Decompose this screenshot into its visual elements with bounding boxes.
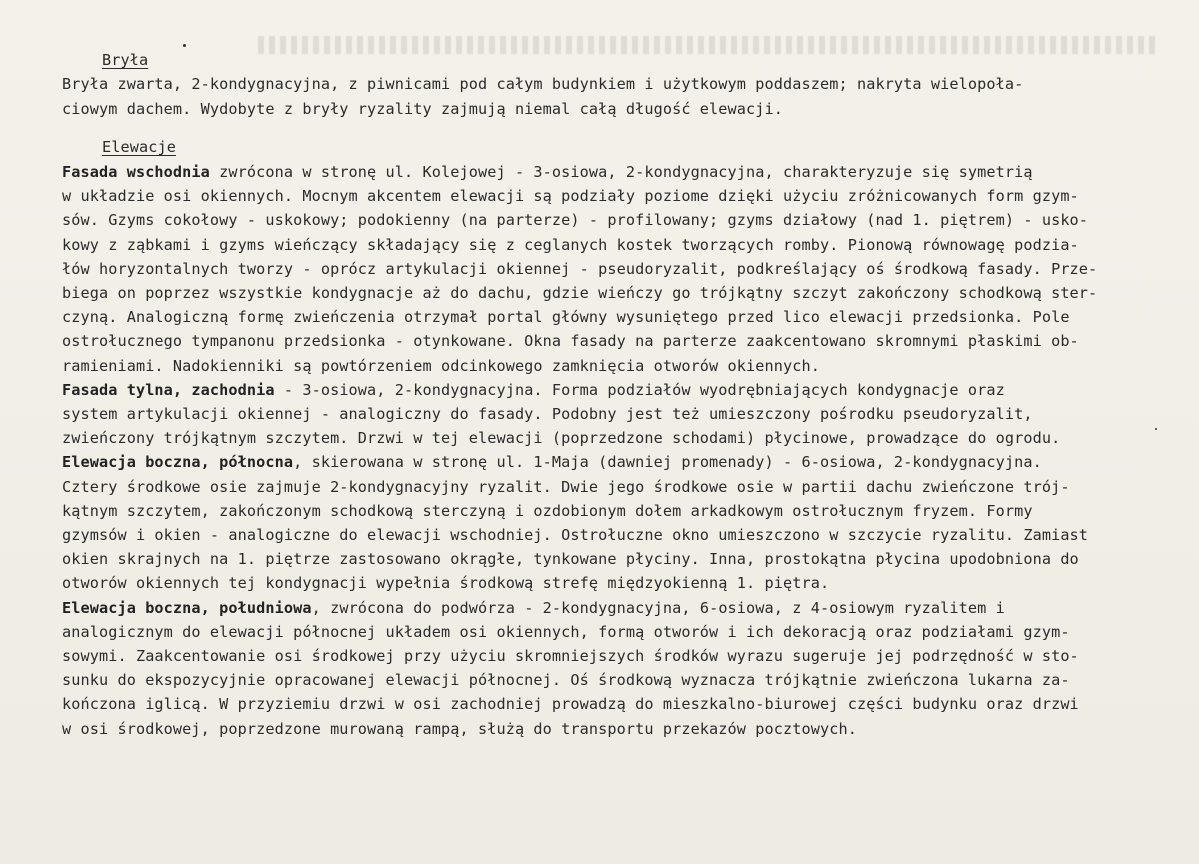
text-run: sunku do ekspozycyjnie opracowanej elewacji północnej. Oś środkową wyznacza trójkątnie zwieńczona lukarna za- <box>62 671 1070 690</box>
text-line <box>62 720 857 738</box>
text-run: analogicznym do elewacji północnej układem osi okiennych, formą otworów i ich dekoracją oraz podziałami gzym- <box>62 622 1070 641</box>
text-run: okien skrajnych na 1. piętrze zastosowano okrągłe, tynkowane płyciny. Inna, prostokątna płycina upodobniona do <box>62 550 1079 569</box>
text-run: sowymi. Zaakcentowanie osi środkowej przy użyciu skromniejszych środków wyrazu sugeruje jej podrzędność w sto- <box>62 647 1079 665</box>
text-line <box>62 429 1060 447</box>
text-run: ostrołucznego tympanonu przedsionka - otynkowane. Okna fasady na parterze zaakcentowano skromnymi płaskimi ob- <box>62 332 1079 351</box>
text-run: - 3-osiowa, 2-kondygnacyjna. Forma podziałów wyodrębniających kondygnacje oraz <box>274 380 1005 399</box>
text-run: Cztery środkowe osie zajmuje 2-kondygnacyjny ryzalit. Dwie jego środkowe osie w partii dachu zwieńczone trój- <box>62 477 1070 496</box>
bold-lead-in: Fasada tylna, zachodnia <box>62 380 275 399</box>
text-line <box>62 100 783 118</box>
text-run: system artykulacji okiennej - analogiczny do fasady. Podobny jest też umieszczony pośrodku pseudoryzalit, <box>62 405 1033 423</box>
text-line <box>62 671 1070 689</box>
text-line <box>62 284 1097 302</box>
text-run: otworów okiennych tej kondygnacji wypełnia środkową strefę międzyokienną 1. piętra. <box>62 574 830 593</box>
text-line <box>62 211 1088 229</box>
ink-speck <box>1155 428 1157 430</box>
text-line <box>62 695 1079 713</box>
text-run: w osi środkowej, poprzedzone murowaną rampą, służą do transportu przekazów pocztowych. <box>62 719 857 738</box>
ink-speck <box>183 44 186 47</box>
text-line <box>62 260 1097 278</box>
text-line <box>62 75 1023 93</box>
text-line <box>62 187 1079 205</box>
text-line <box>62 405 1033 423</box>
text-run: gzymsów i okien - analogiczne do elewacji wschodniej. Ostrołuczne okno umieszczono w szczycie ryzalitu. Zamiast <box>62 526 1089 544</box>
bleed-through-text <box>258 36 1158 54</box>
text-line <box>62 478 1070 496</box>
text-line <box>62 526 1088 544</box>
text-line <box>62 453 1042 471</box>
text-line <box>62 381 1005 399</box>
section-heading-bryla: Bryła <box>102 51 149 69</box>
text-run: kowy z ząbkami i gzyms wieńczący składający się z ceglanych kostek tworzących romby. Pionową równowagę podzia- <box>62 235 1079 254</box>
bold-lead-in: Elewacja boczna, południowa <box>62 598 312 617</box>
bold-lead-in: Elewacja boczna, północna <box>62 453 294 472</box>
text-run: biega on poprzez wszystkie kondygnacje aż do dachu, gdzie wieńczy go trójkątny szczyt zakończony schodkową ster- <box>62 284 1098 302</box>
text-run: ramieniami. Nadokienniki są powtórzeniem odcinkowego zamknięcia otworów okiennych. <box>62 356 820 375</box>
text-run: zwieńczony trójkątnym szczytem. Drzwi w tej elewacji (poprzedzone schodami) płycinowe, prowadzące do ogrodu. <box>62 429 1061 448</box>
text-line <box>62 647 1079 665</box>
bold-lead-in: Fasada wschodnia <box>62 163 210 181</box>
text-line <box>62 502 1033 520</box>
text-line <box>62 332 1079 350</box>
text-line <box>62 308 1070 326</box>
text-line <box>62 550 1079 568</box>
text-run: łów horyzontalnych tworzy - oprócz artykulacji okiennej - pseudoryzalit, podkreślający oś środkową fasady. Prze- <box>62 259 1098 278</box>
text-run: sów. Gzyms cokołowy - uskokowy; podokienny (na parterze) - profilowany; gzyms działowy (nad 1. piętrem) - usko- <box>62 211 1089 230</box>
text-line <box>62 623 1070 641</box>
text-line <box>62 163 1033 181</box>
text-line <box>62 357 820 375</box>
section-heading-elewacje: Elewacje <box>102 138 176 156</box>
text-run: kątnym szczytem, zakończonym schodkową sterczyną i ozdobionym dołem arkadkowym ostrołucznym fryzem. Formy <box>62 501 1033 520</box>
text-run: czyną. Analogiczną formę zwieńczenia otrzymał portal główny wysuniętego przed lico elewacji przedsionka. Pole <box>62 308 1070 327</box>
text-run: zwrócona w stronę ul. Kolejowej - 3-osiowa, 2-kondygnacyjna, charakteryzuje się symetrią <box>209 163 1033 181</box>
text-run: Bryła zwarta, 2-kondygnacyjna, z piwnicami pod całym budynkiem i użytkowym poddaszem; nakryta wielopoła- <box>62 75 1024 93</box>
text-line <box>62 599 1005 617</box>
text-run: ciowym dachem. Wydobyte z bryły ryzality zajmują niemal całą długość elewacji. <box>62 99 784 118</box>
text-line <box>62 236 1079 254</box>
text-line <box>62 574 829 592</box>
text-run: , skierowana w stronę ul. 1-Maja (dawniej promenady) - 6-osiowa, 2-kondygnacyjna. <box>293 453 1042 472</box>
text-run: kończona iglicą. W przyziemiu drzwi w osi zachodniej prowadzą do mieszkalno-biurowej części budynku oraz drzwi <box>62 695 1079 714</box>
text-run: , zwrócona do podwórza - 2-kondygnacyjna, 6-osiowa, z 4-osiowym ryzalitem i <box>311 598 1005 617</box>
text-run: w układzie osi okiennych. Mocnym akcentem elewacji są podziały poziome dzięki użyciu zróżnicowanych form gzym- <box>62 187 1079 206</box>
